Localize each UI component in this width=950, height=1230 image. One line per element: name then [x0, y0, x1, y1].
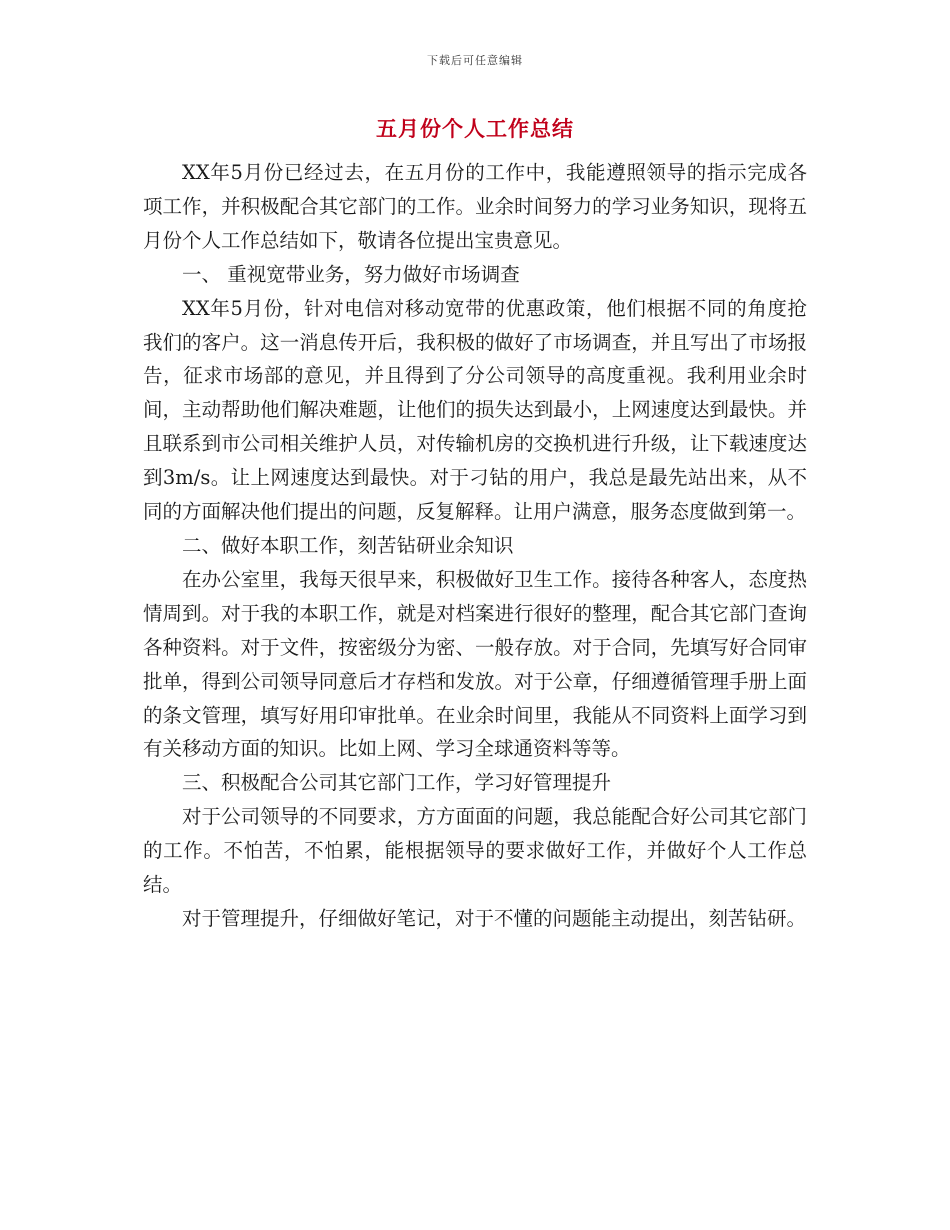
section-heading-2: 二、做好本职工作，刻苦钻研业余知识: [182, 533, 514, 557]
paragraph-section-1: XX年5月份，针对电信对移动宽带的优惠政策，他们根据不同的角度抢我们的客户。这一消息传开后，我积极的做好了市场调查，并且写出了市场报告，征求市场部的意见，并且得到了分公司领导的高度重视。我利用业余时间，主动帮助他们解决难题，让他们的损失达到最小，上网速度达到最快。并且联系到市公司相关维护人员，对传输机房的交换机进行升级，让下载速度达到3m/s。让上网速度达到最快。对于刁钻的用户，我总是最先站出来，从不同的方面解决他们提出的问题，反复解释。让用户满意，服务态度做到第一。: [143, 296, 807, 524]
header-note: 下载后可任意编辑: [427, 54, 523, 67]
document-body: [143, 156, 807, 936]
section-heading-3: 三、积极配合公司其它部门工作，学习好管理提升: [182, 771, 612, 795]
paragraph-closing: 对于管理提升，仔细做好笔记，对于不懂的问题能主动提出，刻苦钻研。: [182, 906, 807, 930]
paragraph-section-3: 对于公司领导的不同要求，方方面面的问题，我总能配合好公司其它部门的工作。不怕苦，不怕累，能根据领导的要求做好工作，并做好个人工作总结。: [143, 805, 807, 897]
document-title: 五月份个人工作总结: [376, 117, 574, 141]
paragraph-section-2: 在办公室里，我每天很早来，积极做好卫生工作。接待各种客人，态度热情周到。对于我的本职工作，就是对档案进行很好的整理，配合其它部门查询各种资料。对于文件，按密级分为密、一般存放。对于合同，先填写好合同审批单，得到公司领导同意后才存档和发放。对于公章，仔细遵循管理手册上面的条文管理，填写好用印审批单。在业余时间里，我能从不同资料上面学习到有关移动方面的知识。比如上网、学习全球通资料等等。: [143, 567, 807, 761]
paragraph-intro: XX年5月份已经过去，在五月份的工作中，我能遵照领导的指示完成各项工作，并积极配合其它部门的工作。业余时间努力的学习业务知识，现将五月份个人工作总结如下，敬请各位提出宝贵意见。: [143, 161, 807, 252]
section-heading-1: 一、 重视宽带业务，努力做好市场调查: [182, 262, 520, 286]
